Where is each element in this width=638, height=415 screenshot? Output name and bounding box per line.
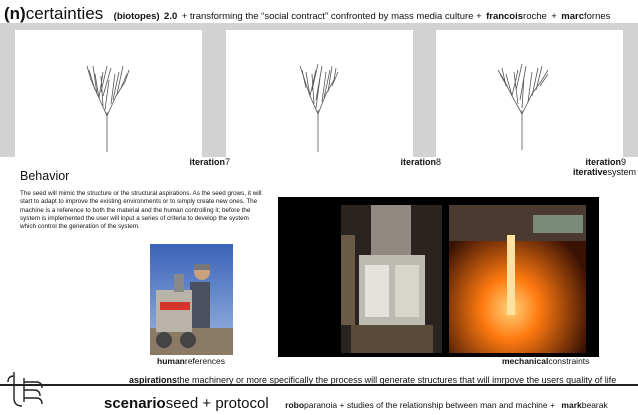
machinery-photo <box>341 205 442 353</box>
author2-last: fornes <box>584 11 611 22</box>
seed-logo-icon <box>6 368 54 415</box>
tree-drawing-7 <box>15 30 202 157</box>
human-reference-photo <box>150 244 233 355</box>
title-subtitle: + transforming the “social contract” confronted by mass media culture + <box>181 11 482 22</box>
title-version: 2.0 <box>164 11 178 22</box>
human-robot-image <box>150 244 233 355</box>
behavior-heading: Behavior <box>20 169 70 183</box>
aspirations-line: aspirationsthe machinery or more specifically the process will generate structures that will imrpove the users quality of life <box>129 375 617 385</box>
mechanical-constraints-caption: mechanicalconstraints <box>502 356 590 366</box>
author1-last: roche <box>523 11 547 22</box>
iteration-label-7: iteration7 <box>189 157 230 167</box>
title-biotopes: (biotopes) <box>113 11 160 22</box>
author1-first: francois <box>486 11 524 22</box>
iteration-label-8: iteration8 <box>400 157 441 167</box>
title-word: certainties <box>25 4 104 23</box>
author2-first: marc <box>561 11 584 22</box>
iteration-panel-9 <box>436 30 623 157</box>
molten-metal-photo <box>449 205 586 353</box>
tree-drawing-9 <box>436 30 623 157</box>
iteration-panel-8 <box>226 30 413 157</box>
scenario-line: scenarioseed + protocol roboparanoia + studies of the relationship between man and machine + markbearak <box>104 395 608 412</box>
molten-metal-image <box>449 205 586 353</box>
title-plus: + <box>551 11 557 22</box>
machinery-image <box>341 205 442 353</box>
human-references-caption: humanreferences <box>157 356 226 366</box>
iteration-label-9: iteration9 <box>585 157 626 167</box>
iteration-panel-7 <box>15 30 202 157</box>
tree-drawing-8 <box>226 30 413 157</box>
behavior-paragraph: The seed will mimic the structure or the structural aspirations. As the seed grows, it will start to adapt to improve the existing environments or to simply create new ones. The machine is a reference to both the material and the human controlling it; before the system is implemented the user will input a series of criteria to develop the system which control the generation of the system. <box>20 190 262 231</box>
title-prefix: (n) <box>4 4 26 23</box>
iterative-system-label: iterativesystem <box>572 167 636 177</box>
